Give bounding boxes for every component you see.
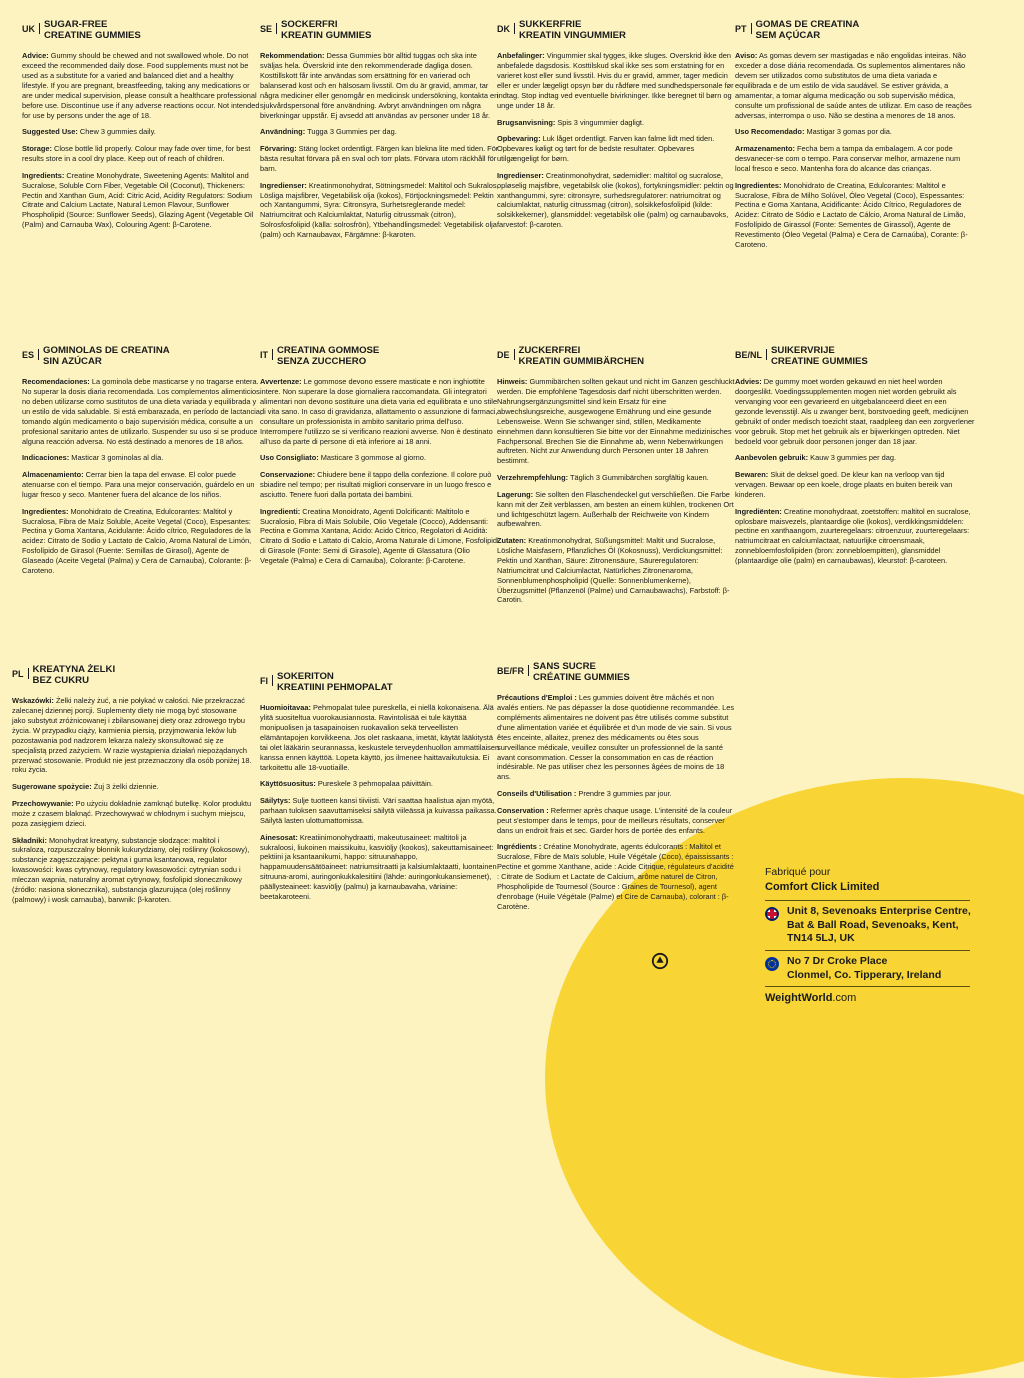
- section-header: [735, 346, 975, 367]
- info-paragraph: [735, 51, 975, 120]
- paragraph-text: Chiudere bene il tappo della confezione. Il colore può sbiadire nel tempo; per risultati migliori conservare in un luogo fresco e asciutto. Tenere fuori dalla portata dei bambini.: [260, 470, 492, 499]
- paragraph-text: Spis 3 vingummier dagligt.: [555, 117, 645, 127]
- paragraph-text: Monohydrat kreatyny, substancje słodzące: maltitol i sukraloza, rozpuszczalny błonnik kukurydziany, olej roślinny (kokosowy), substancje zagęszczające: pektyna i guma ksantanowa, regulator kwasowości: kwas cytrynowy, regulatory kwasowości: cytrynian sodu i mleczan wapnia, naturalny aromat cytrynowy, fosfolipid słonecznikowy (źródło: nasiona słonecznika), substancja glazurująca (olej roślinny (palmowy) i wosk carnauba), barwnik: β-karoten.: [12, 835, 250, 904]
- uk-address-line: Unit 8, Sevenoaks Enterprise Centre,: [787, 904, 971, 917]
- section-title-line: CRÉATINE GUMMIES: [533, 671, 630, 683]
- info-paragraph: [735, 377, 975, 446]
- paragraph-text: Sie sollten den Flaschendeckel gut verschließen. Die Farbe kann mit der Zeit verblassen, am besten an einem kühlen, trockenen Ort und lichtgeschützt lagern. Außerhalb der Reichweite von Kindern aufbewahren.: [497, 489, 734, 529]
- paragraph-label: Käyttösuositus:: [260, 779, 316, 789]
- paragraph-text: Monohidrato de Creatina, Edulcorantes: Maltitol y Sucralosa, Fibra de Maíz Soluble, Aceite Vegetal (Coco), Espesantes: Pectina y Goma Xantana, Acidulante: Ácido cítrico, Reguladores de la acidez: Citrato de Sodio y Lactato de Calcio, Aroma Natural de Limón, Fosfolípido de Girasol (Fuente: Semillas de Girasol), Agente de Glaseado (Aceite Vegetal (Palma) y Cera de Carnauba), Colorante: β-Caroteno.: [22, 506, 252, 575]
- section-uk: [22, 20, 262, 237]
- country-code: ES: [22, 350, 35, 360]
- paragraph-label: Ingredienser:: [497, 170, 544, 180]
- section-header: [260, 672, 500, 693]
- code-separator: [28, 668, 29, 679]
- section-be-fr: [497, 662, 737, 918]
- info-paragraph: [497, 377, 737, 466]
- paragraph-label: Przechowywanie:: [12, 799, 74, 809]
- section-header: [22, 20, 262, 41]
- paragraph-text: Sulje tuotteen kansi tiiviisti. Väri saattaa haalistua ajan myötä, parhaan tuloksen saavuttamiseksi säilytä viileässä ja kuivassa paikassa. Säilytä lasten ulottumattomissa.: [260, 796, 497, 825]
- info-paragraph: [12, 696, 252, 775]
- paragraph-label: Ingrédients :: [497, 842, 542, 852]
- country-code: FI: [260, 676, 268, 686]
- paragraph-text: Cerrar bien la tapa del envase. El color puede atenuarse con el tiempo. Para una mejor conservación, guárdelo en un lugar fresco y seco. Mantener fuera del alcance de los niños.: [22, 470, 255, 499]
- section-title-line: SUGAR-FREE: [44, 19, 108, 30]
- paragraph-text: As gomas devem ser mastigadas e não engolidas inteiras. Não exceder a dose diária recomendada. Os suplementos alimentares não devem ser utilizados como substitutos de uma dieta variada e equilibrada e de um estilo de vida saudável. Se estiver grávida, a amamentar, a tomar alguma medicação ou sob supervisão médica, consulte um profissional de saúde antes de utilizar. Em caso de reações adversas, interrompa o uso. Não se destina a menores de 18 anos.: [735, 51, 972, 120]
- section-title-line: KREATYNA ŻELKI: [32, 664, 116, 675]
- code-separator: [528, 665, 529, 676]
- divider: [765, 986, 970, 987]
- info-paragraph: [497, 171, 737, 230]
- paragraph-label: Uso Consigliato:: [260, 453, 319, 463]
- info-paragraph: [22, 507, 262, 576]
- section-header: [12, 665, 252, 686]
- paragraph-label: Aanbevolen gebruik:: [735, 453, 809, 463]
- section-title-line: CREATINE GUMMIES: [771, 355, 868, 367]
- paragraph-label: Advies:: [735, 377, 762, 387]
- paragraph-label: Avvertenze:: [260, 377, 302, 387]
- country-code: PT: [735, 24, 747, 34]
- info-paragraph: [497, 789, 737, 799]
- info-paragraph: [735, 181, 975, 250]
- country-code: UK: [22, 24, 35, 34]
- paragraph-label: Rekommendation:: [260, 51, 325, 61]
- section-header: [497, 346, 737, 367]
- info-paragraph: [497, 118, 737, 128]
- section-title-line: GOMAS DE CREATINA: [755, 19, 860, 30]
- info-paragraph: [22, 470, 262, 500]
- paragraph-label: Opbevaring:: [497, 134, 541, 144]
- paragraph-text: Créatine Monohydrate, agents édulcorants : Maltitol et Sucralose, Fibre de Maïs soluble, Huile Végétale (Coco), épaississants : Pectine et gomme Xanthane, acide : Acide Citrique, régulateurs d'acidité : Citrate de Sodium et Lactate de Calcium, arôme naturel de Citron, Phospholipide de Tournesol (Source : Graines de Tournesol), agent d'enrobage (Huile Végétale (Palme) et Cire de Carnauba), colorant : β-Carotène.: [497, 842, 734, 911]
- paragraph-text: De gummy moet worden gekauwd en niet heel worden doorgeslikt. Voedingssupplementen mogen niet worden gebruikt als vervanging voor een gevarieerd en uitgebalanceerd dieet en een gezonde levensstijl. Als u zwanger bent, borstvoeding geeft, medicijnen gebruikt of onder medisch toezicht staat, raadpleeg dan een zorgverlener voor gebruik. Stop met het gebruik als er bijwerkingen optreden. Niet bedoeld voor gebruik door personen jonger dan 18 jaar.: [735, 377, 975, 446]
- paragraph-text: Kreatinmonohydrat, Süßungsmittel: Maltit und Sucralose, Lösliche Maisfasern, Pflanzliches Öl (Kokosnuss), Verdickungsmittel: Pektin und Xanthan, Säure: Zitronensäure, Säureregulatoren: Natriumcitrat und Calciumlactat, Natürliches Zitronenaroma, Sonnenblumenphospholipid (Quelle: Sonnenblumenkerne), Überzugsmittel (Pflanzenöl (Palme) und Carnaubawachs), Farbstoff: β-Carotin.: [497, 536, 730, 605]
- code-separator: [276, 23, 277, 34]
- paragraph-label: Składniki:: [12, 835, 47, 845]
- section-title-line: KREATIINI PEHMOPALAT: [277, 681, 393, 693]
- info-paragraph: [735, 453, 975, 463]
- divider: [765, 950, 970, 951]
- uk-flag-icon: [765, 907, 779, 921]
- section-title: [519, 20, 626, 41]
- paragraph-text: Monohidrato de Creatina, Edulcorantes: Maltitol e Sucralose, Fibra de Milho Solúvel, Óleo Vegetal (Coco), Espessantes: Pectina e Goma Xantana, Acidificante: Ácido Cítrico, Reguladores de Acidez: Citrato de Sódio e Lactato de Cálcio, Aroma Natural de Limão, Fosfolípido de Girassol (Fonte: Sementes de Girassol), Agente de Revestimento (Óleo Vegetal (Palma) e Cera de Carnaúba), Corante: β-Caroteno.: [735, 180, 968, 249]
- company-name: Comfort Click Limited: [765, 880, 880, 893]
- paragraph-text: Żuj 3 żelki dziennie.: [91, 782, 159, 792]
- section-header: [260, 20, 500, 41]
- paragraph-text: Refermer après chaque usage. L'intensité de la couleur peut s'estomper dans le temps, pour de meilleurs résultats, conserver dans un endroit frais et sec. Garder hors de portée des enfants.: [497, 805, 733, 835]
- section-header: [22, 346, 262, 367]
- info-paragraph: [260, 51, 500, 120]
- paragraph-label: Suggested Use:: [22, 127, 78, 137]
- section-title: [277, 672, 393, 693]
- paragraph-label: Storage:: [22, 144, 52, 154]
- paragraph-text: Gummy should be chewed and not swallowed whole. Do not exceed the recommended daily dose. Food supplements must not be used as a substitute for a varied and balanced diet and a healthy lifestyle. If you are pregnant, breastfeeding, taking any medications or are under medical supervision, please consult a healthcare professional before use. Discontinue use if any adverse reactions occur. Not intended for use by persons under the age of 18.: [22, 51, 260, 120]
- recycle-logo-icon: [651, 952, 669, 970]
- info-paragraph: [22, 144, 262, 164]
- paragraph-label: Anbefalinger:: [497, 51, 545, 61]
- ie-address: [765, 955, 1015, 982]
- code-separator: [514, 349, 515, 360]
- info-paragraph: [735, 470, 975, 500]
- paragraph-label: Ingredientes:: [22, 506, 69, 516]
- section-title: [277, 346, 379, 367]
- section-title: [33, 665, 116, 686]
- info-paragraph: [497, 51, 737, 110]
- country-code: DK: [497, 24, 510, 34]
- paragraph-label: Wskazówki:: [12, 696, 54, 706]
- info-paragraph: [12, 799, 252, 829]
- code-separator: [751, 23, 752, 34]
- paragraph-label: Uso Recomendado:: [735, 127, 805, 137]
- paragraph-text: Stäng locket ordentligt. Färgen kan blekna lite med tiden. För bästa resultat förvara på en sval och torr plats. Förvara utom räckhåll för barn.: [260, 144, 499, 173]
- paragraph-label: Ingrediënten:: [735, 506, 782, 516]
- paragraph-label: Conservation :: [497, 805, 549, 815]
- info-paragraph: [260, 833, 500, 902]
- code-separator: [272, 675, 273, 686]
- section-title-line: SOKERITON: [277, 671, 334, 682]
- info-paragraph: [260, 507, 500, 566]
- paragraph-label: Conservazione:: [260, 470, 316, 480]
- paragraph-label: Précautions d'Emploi :: [497, 693, 577, 703]
- paragraph-text: Close bottle lid properly. Colour may fade over time, for best results store in a cool dry place. Keep out of reach of children.: [22, 144, 251, 164]
- section-title: [533, 662, 630, 683]
- code-separator: [39, 23, 40, 34]
- info-paragraph: [260, 470, 500, 500]
- info-paragraph: [260, 377, 500, 446]
- info-paragraph: [497, 134, 737, 164]
- info-paragraph: [22, 453, 262, 463]
- paragraph-label: Zutaten:: [497, 536, 527, 546]
- section-title-line: SIN AZÚCAR: [43, 355, 102, 367]
- paragraph-text: Fecha bem a tampa da embalagem. A cor pode desvanecer-se com o tempo. Para conservar melhor, armazene num local fresco e seco. Mantenha fora do alcance das crianças.: [735, 144, 961, 173]
- section-title-line: SEM AÇÚCAR: [755, 29, 821, 41]
- paragraph-label: Förvaring:: [260, 144, 297, 154]
- info-paragraph: [22, 171, 262, 230]
- section-fi: [260, 672, 500, 909]
- paragraph-label: Verzehrempfehlung:: [497, 473, 569, 483]
- info-paragraph: [260, 144, 500, 174]
- paragraph-text: Le gommose devono essere masticate e non inghiottite intere. Non superare la dose giornaliera raccomandata. Gli integratori alimentari non devono sostituire una dieta varia ed equilibrata e uno stile di vita sano. In caso di gravidanza, allattamento o assunzione di farmaci, consultare un professionista in ambito sanitario prima dell'uso. Interrompere l'utilizzo se si verificano reazioni avverse. Non è destinato all'uso da parte di persone di età inferiore ai 18 anni.: [260, 377, 498, 446]
- paragraph-label: Armazenamento:: [735, 144, 795, 154]
- paragraph-label: Hinweis:: [497, 377, 528, 387]
- paragraph-label: Ainesosat:: [260, 832, 298, 842]
- ie-address-line: No 7 Dr Croke Place: [787, 954, 888, 967]
- section-title-line: GOMINOLAS DE CREATINA: [43, 345, 170, 356]
- info-paragraph: [22, 51, 262, 120]
- code-separator: [766, 349, 767, 360]
- paragraph-text: Tugga 3 Gummies per dag.: [305, 127, 397, 137]
- country-code: IT: [260, 350, 268, 360]
- paragraph-text: Żelki należy żuć, a nie połykać w całości. Nie przekraczać zalecanej dziennej porcji. Suplementy diety nie mogą być stosowane jako substytut zróżnicowanej i zbilansowanej diety oraz zdrowego trybu życia. W przypadku ciąży, karmienia piersią, przyjmowania leków lub pozostawania pod nadzorem lekarza należy skonsultować się ze specjalistą przed zażyciem. W razie wystąpienia działań niepożądanych przerwać stosowanie. Produkt nie jest przeznaczony dla osób poniżej 18. roku życia.: [12, 696, 252, 775]
- paragraph-text: Creatina Monoidrato, Agenti Dolcificanti: Maltitolo e Sucralosio, Fibra di Mais Solubile, Olio Vegetale (Cocco), Addensanti: Pectina e Gomma Xantana, Acido: Acido Citrico, Regolatori di Acidità: Citrato di Sodio e Lattato di Calcio, Aroma Naturale di Limone, Fosfolipidi di Girasole (Fonte: Semi di Girasole), Agente di Glassatura (Olio Vegetale (Palma) e Cera di Carnauba), Colorante: β-Carotene.: [260, 506, 499, 565]
- section-title: [281, 20, 371, 41]
- info-paragraph: [260, 453, 500, 463]
- paragraph-text: Kreatiinimonohydraatti, makeutusaineet: maltitoli ja sukraloosi, liukoinen maissikuitu, kasviöljy (kookos), sakeuttamisaineet: pektiini ja ksantaanikumi, happo: sitruunahappo, happamuudensäätöaineet: natriumsitraatti ja kalsiumlaktaatti, luontainen sitruuna-aromi, auringonkukkalesitiini (lähde: auringonkukansiemenet), päällysteaineet: kasviöljy (palmu) ja karnaubavaha, väriaine: beetakaroteeni.: [260, 832, 497, 901]
- section-title-line: ZUCKERFREI: [518, 345, 581, 356]
- paragraph-text: Prendre 3 gummies par jour.: [576, 789, 672, 799]
- info-paragraph: [260, 796, 500, 826]
- paragraph-label: Ingredientes:: [735, 180, 782, 190]
- paragraph-text: La gominola debe masticarse y no tragarse entera. No superar la dosis diaria recomendada. Los complementos alimenticios no deben utilizarse como sustitutos de una dieta variada y equilibrada y un estilo de vida saludable. Si está embarazada, en período de lactancia, tomando algún medicamento o bajo supervisión médica, consulte a un profesional sanitario antes de utilizarlo. Suspender su uso si se produce alguna reacción adversa. No está destinado a menores de 18 años.: [22, 377, 262, 446]
- paragraph-text: Po użyciu dokładnie zamknąć butelkę. Kolor produktu może z czasem blaknąć. Przechowywać w chłodnym i suchym miejscu, poza zasięgiem dzieci.: [12, 799, 252, 828]
- paragraph-label: Huomioitavaa:: [260, 703, 311, 713]
- paragraph-label: Sugerowane spożycie:: [12, 782, 92, 792]
- paragraph-label: Ingredienser:: [260, 180, 307, 190]
- paragraph-text: Les gummies doivent être mâchés et non avalés entiers. Ne pas dépasser la dose quotidienne recommandée. Les compléments alimentaires ne doivent pas être utilisés comme substitut d'une alimentation variée et équilibrée et d'un mode de vie sain. Si vous êtes enceinte, allaitez, prenez des médicaments ou êtes sous surveillance médicale, veuillez consulter un professionnel de la santé avant consommation. Cesser la consommation en cas de réaction indésirable. Ne pas utiliser chez les personnes âgées de moins de 18 ans.: [497, 693, 735, 782]
- section-title: [771, 346, 868, 367]
- info-paragraph: [260, 127, 500, 137]
- paragraph-text: Luk låget ordentligt. Farven kan falme lidt med tiden. Opbevares køligt og tørt for de bedste resultater. Opbevares utilgængeligt for børn.: [497, 134, 715, 164]
- country-code: SE: [260, 24, 273, 34]
- section-it: [260, 346, 500, 573]
- paragraph-text: Chew 3 gummies daily.: [77, 127, 156, 137]
- paragraph-text: Sluit de deksel goed. De kleur kan na verloop van tijd vervagen. Bewaar op een koele, droge plaats en buiten bereik van kinderen.: [735, 470, 953, 499]
- paragraph-text: Masticar 3 gominolas al día.: [69, 453, 164, 463]
- section-title-line: BEZ CUKRU: [32, 674, 90, 686]
- paragraph-text: Kauw 3 gummies per dag.: [808, 453, 897, 463]
- section-title: [756, 20, 860, 41]
- paragraph-label: Lagerung:: [497, 489, 534, 499]
- info-paragraph: [735, 507, 975, 566]
- paragraph-label: Indicaciones:: [22, 453, 70, 463]
- paragraph-label: Aviso:: [735, 51, 758, 61]
- paragraph-text: Creatine monohydraat, zoetstoffen: maltitol en sucralose, oplosbare maisvezels, plantaardige olie (kokos), verdikkingsmiddelen: pectine en xanthaangom, zuurteregelaars: citroenzuur, zuurteregelaars: natriumcitraat en calciumlactaat, natuurlijke citroensmaak, zonnebloemfosfolipiden (bron: zonnebloempitten), glansmiddel (plantaardige olie (palm) en carnaubawas), kleurstof: β-caroteen.: [735, 506, 971, 565]
- paragraph-text: Vingummier skal tygges, ikke sluges. Overskrid ikke den anbefalede dagsdosis. Kosttilskud skal ikke ses som erstatning for en varieret kost eller sund livsstil. Hvis du er gravid, ammer, tager medicin eller er under lægeligt opsyn bør du rådføre med sundhedspersonale før indtag. Stop indtag ved eventuelle bivirkninger. Ikke beregnet til børn og unge under 18 år.: [497, 51, 734, 110]
- code-separator: [38, 349, 39, 360]
- uk-address-line: TN14 5LJ, UK: [787, 932, 855, 945]
- section-es: [22, 346, 262, 583]
- country-code: BE/FR: [497, 666, 524, 676]
- paragraph-label: Ingredienti:: [260, 506, 301, 516]
- section-title-line: KREATIN VINGUMMIER: [519, 29, 626, 41]
- section-title-line: SOCKERFRI: [281, 19, 338, 30]
- paragraph-label: Conseils d'Utilisation :: [497, 789, 577, 799]
- paragraph-label: Almacenamiento:: [22, 470, 84, 480]
- section-title-line: CREATINA GOMMOSE: [277, 345, 380, 356]
- info-paragraph: [497, 536, 737, 605]
- section-pl: [12, 665, 252, 912]
- made-for-label: Fabriqué pour: [765, 866, 831, 878]
- paragraph-text: Kreatinmonohydrat, Sötningsmedel: Maltitol och Sukralos, Lösliga majsfibrer, Vegetabilisk olja (kokos), Förtjockningsmedel: Pektin och Xantangummi, Syra: Citronsyra, Surhetsreglerande medel: Natriumcitrat och Kalciumlaktat, Naturlig citrussmak (citron), Solrosfosfolipid (källa: solrosfrön), Ytbehandlingsmedel: Vegetabilisk olja (palm) och Karnaubavax, Färgämne: β-karoten.: [260, 180, 499, 239]
- info-paragraph: [497, 693, 737, 782]
- paragraph-label: Advice:: [22, 51, 49, 61]
- section-title-line: KREATIN GUMMIES: [281, 29, 372, 41]
- country-code: DE: [497, 350, 510, 360]
- paragraph-text: Pureskele 3 pehmopalaa päivittäin.: [315, 779, 433, 789]
- info-paragraph: [497, 490, 737, 529]
- paragraph-text: Creatine Monohydrate, Sweetening Agents: Maltitol and Sucralose, Soluble Corn Fiber, Vegetable Oil (Coconut), Thickeners: Pectin and Xanthan Gum, Acid: Citric Acid, Acidity Regulators: Sodium Citrate and Calcium Lactate, Natural Lemon Flavour, Sunflower Phospholipid (Source: Sunflower Seeds), Glazing Agent (Vegetable Oil (Palm) and Carnauba Wax), Colouring Agent: β-Carotene.: [22, 170, 254, 230]
- section-title: [43, 346, 170, 367]
- paragraph-label: Användning:: [260, 127, 306, 137]
- paragraph-label: Ingredients:: [22, 170, 65, 180]
- info-paragraph: [260, 779, 500, 789]
- country-code: PL: [12, 669, 24, 679]
- section-title-line: KREATIN GUMMIBÄRCHEN: [518, 355, 645, 367]
- paragraph-text: Dessa Gummies bör alltid tuggas och ska inte sväljas hela. Överskrid inte den rekommenderade dagliga dosen. Kosttillskott får inte användas som ersättning för en varierad och balanserad kost och en hälsosam livsstil. Om du är gravid, ammar, tar några mediciner eller genomgår en medicinsk undersökning, kontakta en sjukvårdspersonal före användning. Avbryt användningen om några biverkningar uppstår. Ej avsedd att användas av personer under 18 år.: [260, 51, 499, 120]
- section-header: [497, 662, 737, 683]
- section-se: [260, 20, 500, 247]
- section-pt: [735, 20, 975, 257]
- paragraph-text: Gummibärchen sollten gekaut und nicht im Ganzen geschluckt werden. Die empfohlene Tagesdosis darf nicht überschritten werden. Nahrungsergänzungsmittel sind kein Ersatz für eine abwechslungsreiche, ausgewogene Ernährung und eine gesunde Lebensweise. Wenn Sie schwanger sind, stillen, Medikamente einnehmen dann konsultieren Sie bitte vor der Einnahme medizinisches Fachpersonal. Brechen Sie die Einnahme ab, wenn Nebenwirkungen auftreten. Nicht zur Anwendung durch Personen unter 18 Jahren bestimmt.: [497, 377, 735, 466]
- paragraph-label: Brugsanvisning:: [497, 117, 556, 127]
- section-title-line: SUIKERVRIJE: [771, 345, 835, 356]
- paragraph-text: Pehmopalat tulee pureskella, ei niellä kokonaisena. Älä ylitä suositeltua vuorokausiannosta. Ravintolisää ei tule käyttää monipuolisen ja tasapainoisen ruokavalion sekä terveellisten elämäntapojen korvikkeena. Jos olet raskaana, imetät, käytät lääkitystä tai olet lääkärin seurannassa, keskustele terveydenhuollon ammattilaisen kanssa ennen käyttöä. Lopeta käyttö, jos ilmenee haittavaikutuksia. Ei tarkoitettu alle 18-vuotiaille.: [260, 703, 500, 772]
- website: WeightWorld.com: [765, 992, 857, 1005]
- section-title-line: SENZA ZUCCHERO: [277, 355, 367, 367]
- info-paragraph: [260, 703, 500, 772]
- paragraph-text: Täglich 3 Gummibärchen sorgfältig kauen.: [568, 473, 709, 483]
- info-paragraph: [260, 181, 500, 240]
- code-separator: [514, 23, 515, 34]
- info-paragraph: [735, 127, 975, 137]
- paragraph-text: Mastigar 3 gomas por dia.: [804, 127, 892, 137]
- paragraph-label: Recomendaciones:: [22, 377, 90, 387]
- info-paragraph: [497, 806, 737, 836]
- country-code: BE/NL: [735, 350, 762, 360]
- info-paragraph: [12, 782, 252, 792]
- uk-address: [765, 905, 1015, 946]
- section-header: [735, 20, 975, 41]
- section-be-nl: [735, 346, 975, 573]
- info-paragraph: [735, 144, 975, 174]
- section-title: [44, 20, 141, 41]
- uk-address-line: Bat & Ball Road, Sevenoaks, Kent,: [787, 918, 959, 931]
- section-title-line: SANS SUCRE: [533, 661, 596, 672]
- ie-address-line: Clonmel, Co. Tipperary, Ireland: [787, 968, 942, 981]
- section-title-line: SUKKERFRIE: [519, 19, 582, 30]
- manufacturer-block: [765, 866, 1015, 1005]
- paragraph-text: Creatinmonohydrat, sødemidler: maltitol og sucralose, opløselig majsfibre, vegetabilsk olie (kokos), fortykningsmidler: pektin og xanthangummi, syre: citronsyre, surhedsregulatorer: natriumcitrat og calciumlaktat, naturlig citrussmag (citron), solsikkefosfolipid (kilde: solsikkekerner), glansmiddel: vegetabilsk olie (palm) og carnaubavoks, farvestof: β-caroten.: [497, 170, 734, 230]
- info-paragraph: [497, 473, 737, 483]
- section-header: [260, 346, 500, 367]
- divider: [765, 900, 970, 901]
- section-header: [497, 20, 737, 41]
- info-paragraph: [22, 127, 262, 137]
- section-de: [497, 346, 737, 612]
- info-paragraph: [497, 842, 737, 911]
- section-title-line: CREATINE GUMMIES: [44, 29, 141, 41]
- section-title: [519, 346, 645, 367]
- paragraph-text: Masticare 3 gommose al giorno.: [318, 453, 426, 463]
- code-separator: [272, 349, 273, 360]
- paragraph-label: Säilytys:: [260, 796, 291, 806]
- eu-flag-icon: [765, 957, 779, 971]
- info-paragraph: [22, 377, 262, 446]
- info-paragraph: [12, 836, 252, 905]
- paragraph-label: Bewaren:: [735, 470, 769, 480]
- section-dk: [497, 20, 737, 237]
